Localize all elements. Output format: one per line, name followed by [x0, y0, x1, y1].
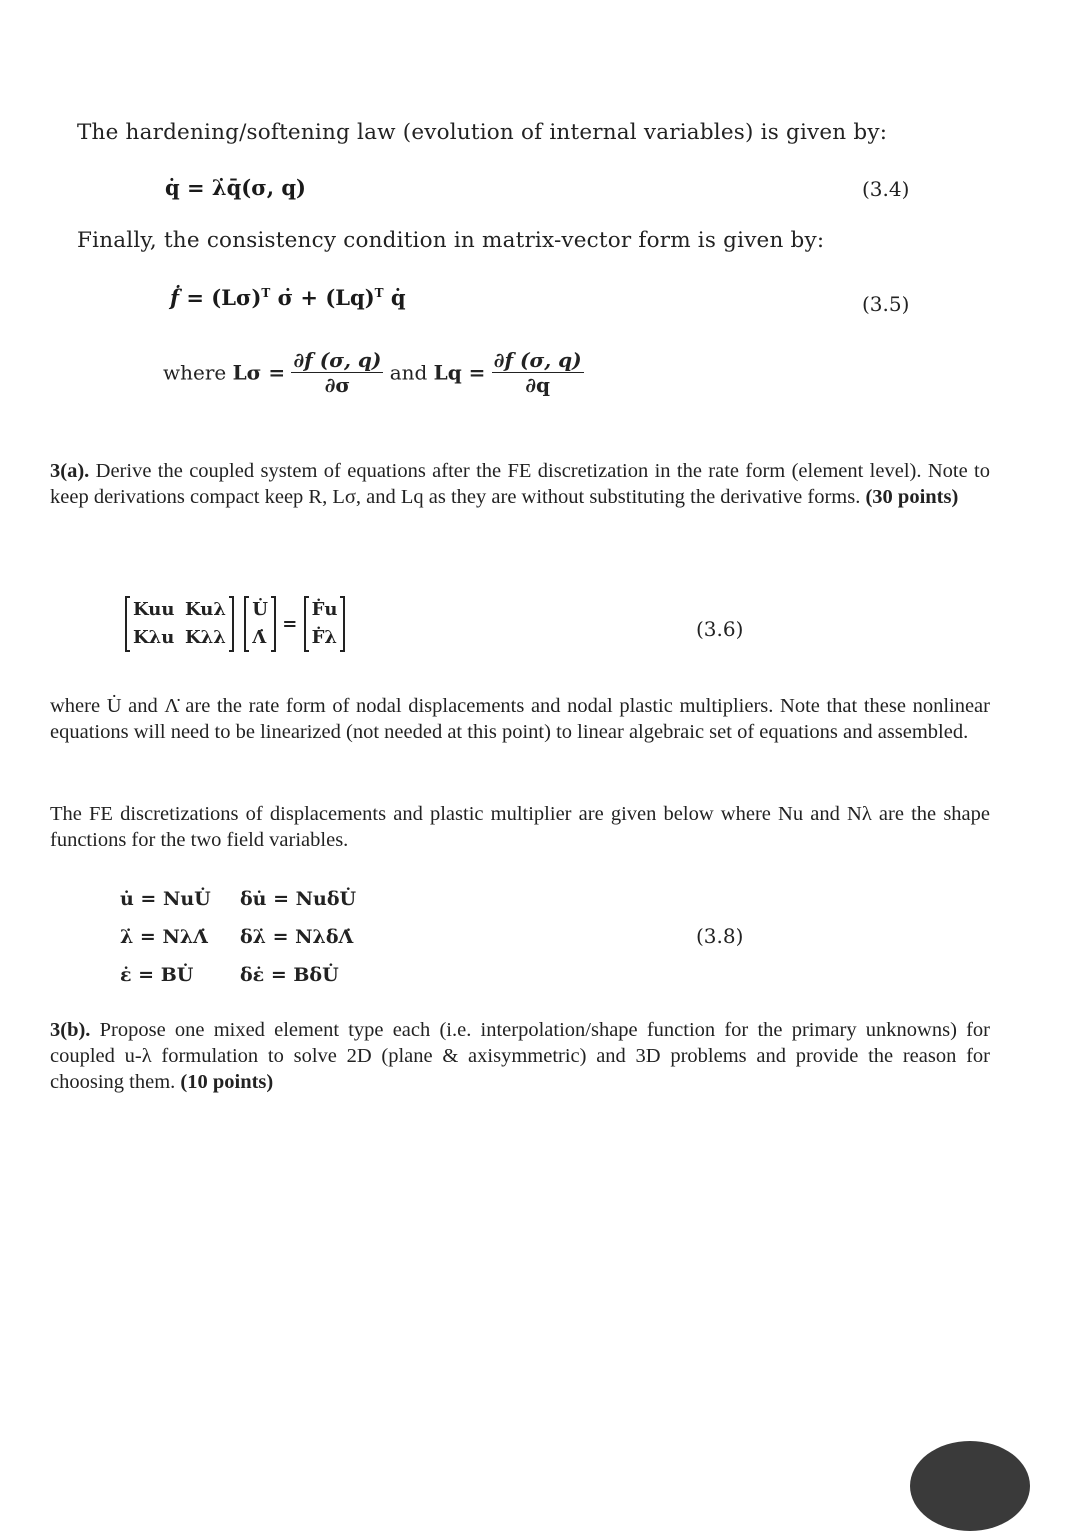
equation-3-6-number: (3.6): [696, 617, 744, 641]
unknown-vector: [244, 596, 276, 652]
eq38-row2-b: δλ̇ = NλδΛ̇: [240, 926, 354, 948]
eq38-row3-a: ε̇ = BU̇: [120, 964, 194, 986]
question-3b: [50, 1017, 990, 1095]
l-sigma-label: Lσ =: [232, 360, 286, 385]
equation-3-6: [125, 596, 345, 652]
k-ulambda: Kuλ: [185, 599, 226, 620]
equation-3-8-number: (3.8): [696, 924, 744, 948]
l-q-denominator: ∂q: [525, 373, 551, 397]
eq35-term2: (Lq): [325, 285, 375, 310]
l-sigma-denominator: ∂σ: [324, 373, 351, 397]
question-3b-points: (10 points): [180, 1071, 274, 1093]
where-definitions: [163, 348, 584, 397]
floating-action-button[interactable]: [910, 1441, 1030, 1531]
l-q-numerator: ∂f (σ, q): [493, 348, 582, 372]
where-rate-paragraph: where U̇ and Λ̇ are the rate form of nodal displacements and nodal plastic multipliers. Note that these nonlinear equations will need to be linearized (not needed at this point) to linear algebraic set of equations and assembled.: [50, 695, 990, 743]
l-sigma-numerator: ∂f (σ, q): [293, 348, 382, 372]
intro-line: The hardening/softening law (evolution of internal variables) is given by:: [77, 120, 888, 145]
equation-3-5: [170, 285, 406, 310]
f-lambda-dot: Ḟλ: [311, 627, 338, 648]
k-lambdau: Kλu: [133, 627, 175, 648]
eq35-term1: (Lσ): [211, 285, 262, 310]
equation-3-5-number: (3.5): [862, 292, 910, 316]
question-3a-points: (30 points): [865, 486, 959, 508]
l-sigma-fraction: [291, 348, 383, 397]
fe-discretization-paragraph: The FE discretizations of displacements and plastic multiplier are given below where Nu and Nλ are the shape functions for the two field variables.: [50, 803, 990, 851]
u-dot: U̇: [252, 599, 268, 620]
eq35-term2-var: q̇: [390, 285, 406, 310]
eq35-term2-sup: T: [374, 286, 384, 300]
f-u-dot: Ḟu: [311, 599, 338, 620]
equals-sign: =: [282, 613, 298, 635]
eq38-row3-b: δε̇ = BδU̇: [240, 964, 339, 986]
equation-3-4-number: (3.4): [862, 177, 910, 201]
equation-3-4: q̇ = λ̇q̄(σ, q): [165, 175, 306, 200]
eq35-term1-var: σ̇ +: [277, 285, 319, 310]
l-q-fraction: [492, 348, 584, 397]
equation-3-8: [120, 880, 356, 994]
eq38-row1-a: u̇ = NuU̇: [120, 888, 211, 910]
lambda-dot: Λ̇: [252, 627, 267, 648]
force-vector: [304, 596, 346, 652]
stiffness-matrix: [125, 596, 234, 652]
question-3a: [50, 458, 990, 510]
question-3b-label: 3(b).: [50, 1019, 91, 1041]
eq38-row1-b: δu̇ = NuδU̇: [240, 888, 357, 910]
question-3a-label: 3(a).: [50, 460, 90, 482]
consistency-line: Finally, the consistency condition in matrix-vector form is given by:: [77, 228, 825, 253]
k-lambdalambda: Kλλ: [185, 627, 226, 648]
where-word: where: [163, 360, 227, 385]
eq38-row2-a: λ̇ = NλΛ̇: [120, 926, 208, 948]
eq35-lhs: ḟ =: [170, 285, 204, 310]
question-3a-text: Derive the coupled system of equations after the FE discretization in the rate form (element level). Note to keep derivations compact keep R, Lσ, and Lq as they are without substituting the derivative forms.: [50, 460, 990, 508]
question-3b-text: Propose one mixed element type each (i.e. interpolation/shape function for the primary unknowns) for coupled u-λ formulation to solve 2D (plane & axisymmetric) and 3D problems and provide the reason for choosing them.: [50, 1019, 990, 1093]
and-word: and: [389, 360, 428, 385]
l-q-label: Lq =: [433, 360, 486, 385]
eq35-term1-sup: T: [261, 286, 271, 300]
k-uu: Kuu: [133, 599, 175, 620]
